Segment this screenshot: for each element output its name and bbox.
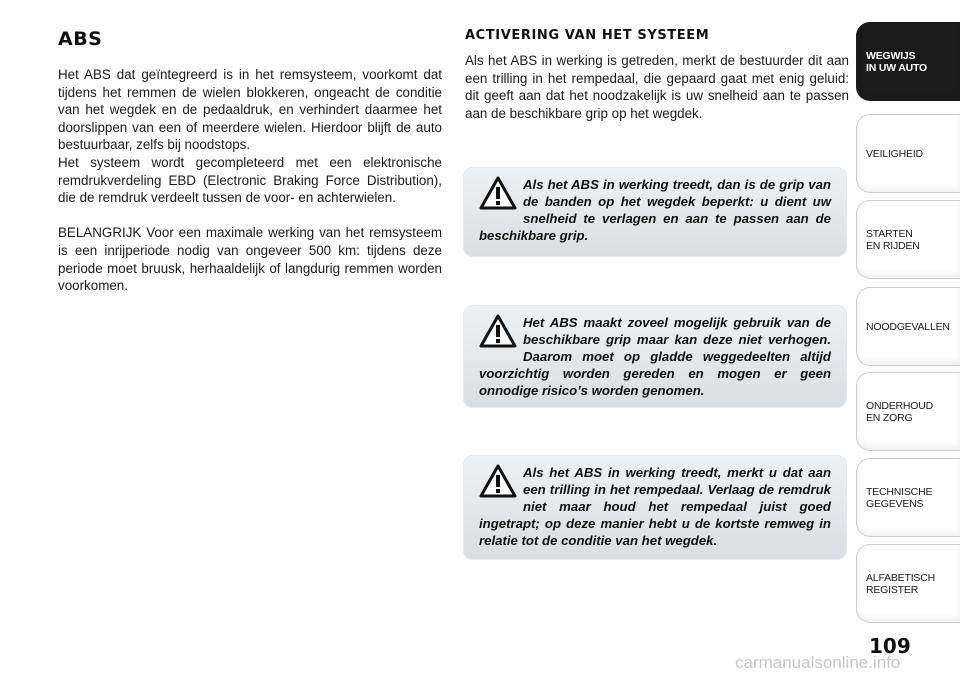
tab-label: TECHNISCHE GEGEVENS bbox=[866, 486, 933, 510]
warning-text-1: Als het ABS in werking treedt, dan is de grip van de banden op het wegdek beperkt: u dient uw snelheid te verlagen en aan te passen aan de beschikbare grip. bbox=[479, 177, 831, 243]
warning-box-3 bbox=[463, 455, 847, 560]
warning-icon bbox=[479, 464, 523, 514]
right-column bbox=[465, 52, 849, 122]
activation-heading: ACTIVERING VAN HET SYSTEEM bbox=[465, 28, 710, 43]
abs-paragraph-3: BELANGRIJK Voor een maximale werking van het remsysteem is een inrijperiode nodig van ongeveer 500 km: tijdens deze periode moet bruusk, herhaaldelijk of langdurig remmen worden voorkomen. bbox=[58, 225, 442, 294]
abs-paragraph-2: Het systeem wordt gecompleteerd met een elektronische remdrukverdeling EBD (Electronic Braking Force Distribution), die de remdruk verdeelt tussen de voor- en achterwielen. bbox=[58, 154, 442, 206]
warning-box-2 bbox=[463, 305, 847, 408]
warning-text-3: Als het ABS in werking treedt, merkt u dat aan een trilling in het rempedaal. Verlaag de remdruk niet maar houd het rempedaal juist goed ingetrapt; op deze manier hebt u de kortste remweg in relatie tot de conditie van het wegdek. bbox=[479, 465, 831, 548]
abs-paragraph-1: Het ABS dat geïntegreerd is in het remsysteem, voorkomt dat tijdens het remmen de wielen blokkeren, ongeacht de conditie van het wegdek en de pedaaldruk, en verhindert daarmee het doorslippen van een of meerdere wielen. Hierdoor blijft de auto bestuurbaar, zelfs bij noodstops. bbox=[58, 67, 442, 153]
tab-wegwijs[interactable] bbox=[856, 22, 960, 101]
tab-alfabetisch[interactable] bbox=[856, 544, 960, 623]
tab-label: NOODGEVALLEN bbox=[866, 321, 950, 333]
tab-starten[interactable] bbox=[856, 200, 960, 279]
section-index-sidebar bbox=[856, 0, 960, 660]
warning-icon bbox=[479, 314, 523, 364]
tab-technische[interactable] bbox=[856, 458, 960, 537]
warning-box-1 bbox=[463, 167, 847, 257]
tab-veiligheid[interactable] bbox=[856, 114, 960, 193]
page-number: 109 bbox=[869, 634, 911, 658]
abs-heading: ABS bbox=[58, 28, 103, 50]
tab-label: ALFABETISCH REGISTER bbox=[866, 572, 935, 596]
tab-onderhoud[interactable] bbox=[856, 372, 960, 451]
tab-label: VEILIGHEID bbox=[866, 148, 923, 160]
activation-paragraph: Als het ABS in werking is getreden, merkt de bestuurder dit aan een trilling in het rempedaal, die gepaard gaat met enig geluid: dit geeft aan dat het noodzakelijk is uw snelheid aan te passen aan de beschikbare grip op het wegdek. bbox=[465, 53, 849, 121]
warning-text-2: Het ABS maakt zoveel mogelijk gebruik van de beschikbare grip maar kan deze niet verhogen. Daarom moet op gladde weggedeelten altijd voorzichtig worden gereden en mogen er geen onnodige risico’s worden genomen. bbox=[479, 315, 831, 398]
tab-label: ONDERHOUD EN ZORG bbox=[866, 400, 934, 424]
tab-noodgevallen[interactable] bbox=[856, 287, 960, 366]
tab-label: WEGWIJS IN UW AUTO bbox=[866, 50, 927, 74]
left-column bbox=[58, 66, 442, 295]
warning-icon bbox=[479, 176, 523, 226]
tab-label: STARTEN EN RIJDEN bbox=[866, 228, 920, 252]
watermark: carmanualsonline.info bbox=[735, 653, 901, 672]
